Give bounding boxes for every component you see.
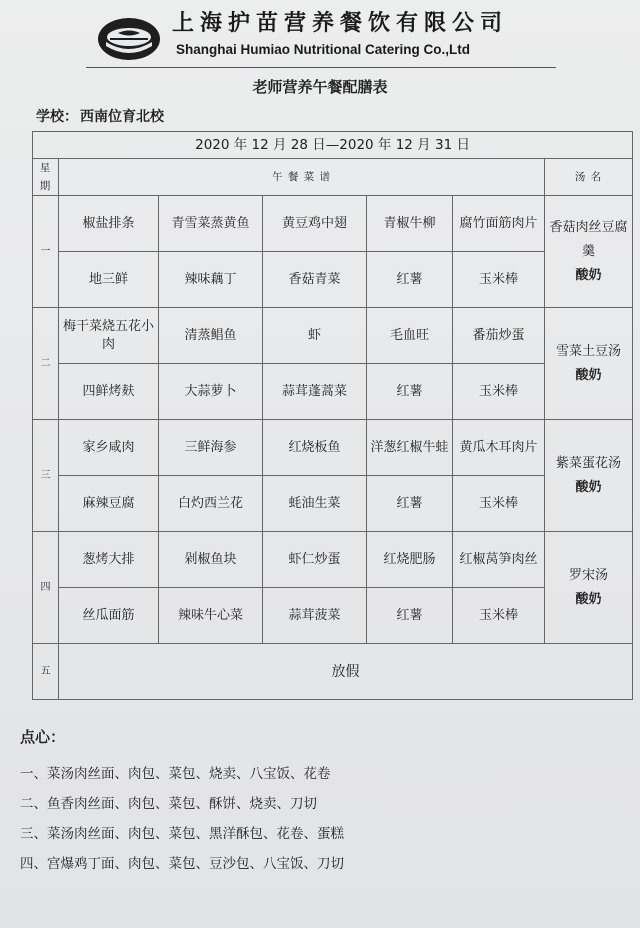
dish-cell: 红烧板鱼 [263,420,367,476]
table-row [33,420,633,476]
soup-header: 汤 名 [545,159,633,196]
soup-name: 罗宋汤 [569,567,609,583]
yogurt-label: 酸奶 [575,591,602,607]
dish-cell: 白灼西兰花 [159,476,263,532]
soup-cell [545,308,633,420]
weekday-header: 星期 [33,159,59,196]
dish-cell: 虾 [263,308,367,364]
header-row [33,159,633,196]
dish-cell: 青椒牛柳 [367,196,453,252]
dish-cell: 黄瓜木耳肉片 [453,420,545,476]
dish-cell: 椒盐排条 [59,196,159,252]
school-line [36,106,164,126]
snack-item: 一、菜汤肉丝面、肉包、菜包、烧卖、八宝饭、花卷 [20,766,331,782]
soup-name: 雪菜土豆汤 [556,343,622,359]
header-divider [86,67,556,68]
dish-cell: 玉米棒 [453,364,545,420]
weekday-cell: 三 [33,420,59,532]
school-name: 西南位育北校 [80,109,164,125]
dish-cell: 洋葱红椒牛蛙 [367,420,453,476]
dish-cell: 剁椒鱼块 [159,532,263,588]
dish-cell: 蒜茸蓬蒿菜 [263,364,367,420]
dish-cell: 辣味牛心菜 [159,588,263,644]
dish-cell: 辣味藕丁 [159,252,263,308]
snacks-title: 点心： [20,728,66,746]
dish-cell: 红薯 [367,364,453,420]
holiday-label: 放假 [59,644,633,700]
table-row [33,476,633,532]
table-row [33,196,633,252]
dish-cell: 青雪菜蒸黄鱼 [159,196,263,252]
date-range: 2020 年 12 月 28 日—2020 年 12 月 31 日 [33,132,633,159]
dish-cell: 番茄炒蛋 [453,308,545,364]
menu-header: 午 餐 菜 谱 [59,159,545,196]
dish-cell: 虾仁炒蛋 [263,532,367,588]
dish-cell: 香菇青菜 [263,252,367,308]
dish-cell: 玉米棒 [453,588,545,644]
soup-cell [545,196,633,308]
dish-cell: 家乡咸肉 [59,420,159,476]
dish-cell: 玉米棒 [453,476,545,532]
soup-cell [545,420,633,532]
dish-cell: 麻辣豆腐 [59,476,159,532]
dish-cell: 红椒莴笋肉丝 [453,532,545,588]
snack-item: 三、菜汤肉丝面、肉包、菜包、黑洋酥包、花卷、蛋糕 [20,826,344,842]
document-title: 老师营养午餐配膳表 [252,78,388,96]
soup-name: 紫菜蛋花汤 [556,455,622,471]
company-logo-icon [96,16,162,62]
yogurt-label: 酸奶 [575,267,602,283]
dish-cell: 葱烤大排 [59,532,159,588]
weekday-cell: 四 [33,532,59,644]
weekday-cell: 一 [33,196,59,308]
dish-cell: 梅干菜烧五花小肉 [59,308,159,364]
dish-cell: 蒜茸菠菜 [263,588,367,644]
table-row [33,532,633,588]
dish-cell: 丝瓜面筋 [59,588,159,644]
weekday-cell: 二 [33,308,59,420]
dish-cell: 大蒜萝卜 [159,364,263,420]
table-row [33,588,633,644]
dish-cell: 红薯 [367,252,453,308]
snack-item: 四、宫爆鸡丁面、肉包、菜包、豆沙包、八宝饭、刀切 [20,856,344,872]
company-name-english: Shanghai Humiao Nutritional Catering Co.,Ltd [176,42,471,57]
dish-cell: 毛血旺 [367,308,453,364]
soup-cell [545,532,633,644]
dish-cell: 地三鲜 [59,252,159,308]
weekday-cell: 五 [33,644,59,700]
date-range-row [33,132,633,159]
dish-cell: 红薯 [367,476,453,532]
dish-cell: 清蒸鲳鱼 [159,308,263,364]
dish-cell: 玉米棒 [453,252,545,308]
holiday-row [33,644,633,700]
yogurt-label: 酸奶 [575,367,602,383]
soup-name: 香菇肉丝豆腐羹 [549,219,628,259]
table-row [33,364,633,420]
dish-cell: 腐竹面筋肉片 [453,196,545,252]
dish-cell: 四鲜烤麸 [59,364,159,420]
dish-cell: 黄豆鸡中翅 [263,196,367,252]
dish-cell: 红薯 [367,588,453,644]
school-label: 学校： [36,109,78,125]
snack-item: 二、鱼香肉丝面、肉包、菜包、酥饼、烧卖、刀切 [20,796,317,812]
table-row [33,252,633,308]
table-row [33,308,633,364]
yogurt-label: 酸奶 [575,479,602,495]
company-name-chinese: 上海护苗营养餐饮有限公司 [172,10,509,36]
dish-cell: 红烧肥肠 [367,532,453,588]
dish-cell: 三鲜海参 [159,420,263,476]
dish-cell: 蚝油生菜 [263,476,367,532]
lunch-menu-table [32,131,633,700]
